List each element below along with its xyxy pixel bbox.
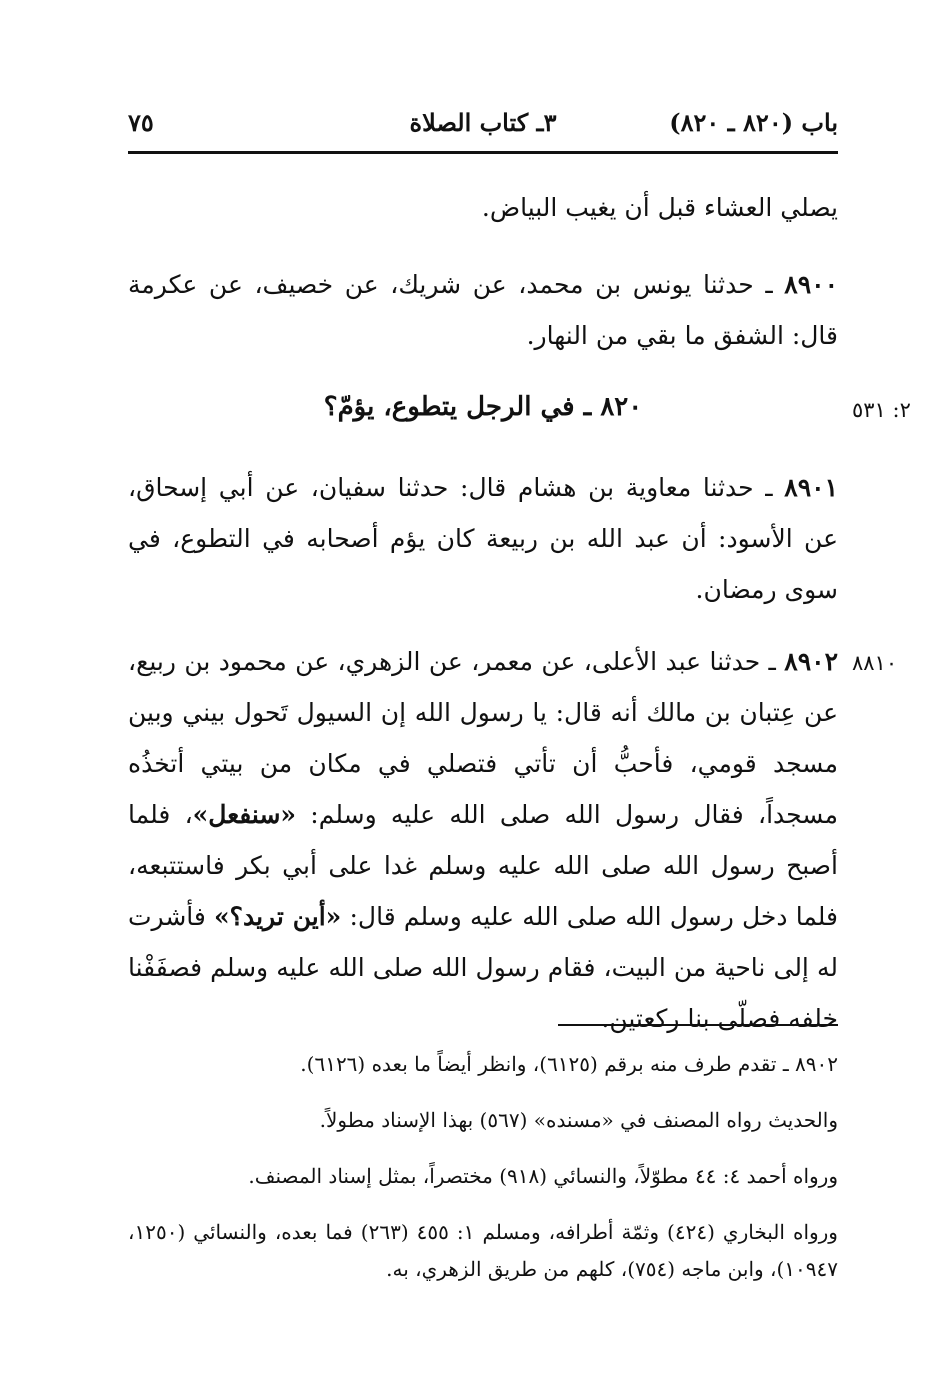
- footnote-4: ورواه البخاري (٤٢٤) وثمّة أطرافه، ومسلم ١: ٤٥٥ (٢٦٣) فما بعده، والنسائي (١٢٥٠، ١٠٩٤٧)، وابن ماجه (٧٥٤)، كلهم من طريق الزهري، به.: [128, 1220, 838, 1281]
- footnote-1: ٨٩٠٢ ـ تقدم طرف منه برقم (٦١٢٥)، وانظر أيضاً ما بعده (٦١٢٦).: [300, 1052, 838, 1076]
- footnote-rule: [558, 1024, 838, 1026]
- footnote-2: والحديث رواه المصنف في «مسنده» (٥٦٧) بهذا الإسناد مطولاً.: [319, 1108, 838, 1132]
- quote-sanafal: «سنفعل»: [192, 800, 297, 829]
- section-heading: ٨٢٠ ـ في الرجل يتطوع، يؤمّ؟: [323, 392, 643, 422]
- header-rule: [128, 151, 838, 154]
- quote-ayna-turid: «أين تريد؟»: [214, 902, 342, 931]
- margin-reference-number: ٨٨١٠: [852, 651, 898, 675]
- hadith-number: ٨٩٠١: [784, 473, 838, 502]
- hadith-number: ٨٩٠٢: [784, 647, 838, 676]
- hadith-text-part-a: ـ حدثنا عبد الأعلى، عن معمر، عن الزهري، عن محمود بن ربيع، عن عِتبان بن مالك أنه قال: يا رسول الله إن السيول تَحول بيني وبين مسجد قومي، فأحبُّ أن تأتي فتصلي في مكان من بيتي أتخذُه مسجداً، فقال رسول الله صلى الله عليه وسلم:: [128, 647, 838, 829]
- hadith-text-part-c: فأشرت له إلى ناحية من البيت، فقام رسول الله صلى الله عليه وسلم فصفَفْنا خلفه فصلّى بنا ركعتين.: [128, 902, 838, 1033]
- hadith-8901: [128, 462, 838, 615]
- footnote-3: ورواه أحمد ٤: ٤٤ مطوّلاً، والنسائي (٩١٨) مختصراً، بمثل إسناد المصنف.: [248, 1164, 838, 1188]
- book-title: ٣ـ كتاب الصلاة: [409, 108, 557, 137]
- hadith-text: ـ حدثنا معاوية بن هشام قال: حدثنا سفيان، عن أبي إسحاق، عن الأسود: أن عبد الله بن ربيعة كان يؤم أصحابه في التطوع، في سوى رمضان.: [128, 473, 838, 604]
- hadith-8900: [128, 259, 838, 361]
- hadith-text-part-b: ، فلما أصبح رسول الله صلى الله عليه وسلم غدا على أبي بكر فاستتبعه، فلما دخل رسول الله صلى الله عليه وسلم قال:: [128, 800, 839, 931]
- hadith-number: ٨٩٠٠: [784, 270, 838, 299]
- paragraph-continuation: [128, 182, 838, 233]
- running-header: [128, 104, 838, 144]
- margin-reference-volume: ٢: ٥٣١: [852, 398, 911, 422]
- chapter-range: باب (٨٢٠ ـ ٨٢٠): [669, 108, 838, 137]
- hadith-text: ـ حدثنا يونس بن محمد، عن شريك، عن خصيف، عن عكرمة قال: الشفق ما بقي من النهار.: [128, 270, 838, 350]
- paragraph-text: يصلي العشاء قبل أن يغيب البياض.: [481, 193, 838, 222]
- hadith-8902: [128, 636, 838, 1044]
- page-number: ٧٥: [128, 108, 154, 137]
